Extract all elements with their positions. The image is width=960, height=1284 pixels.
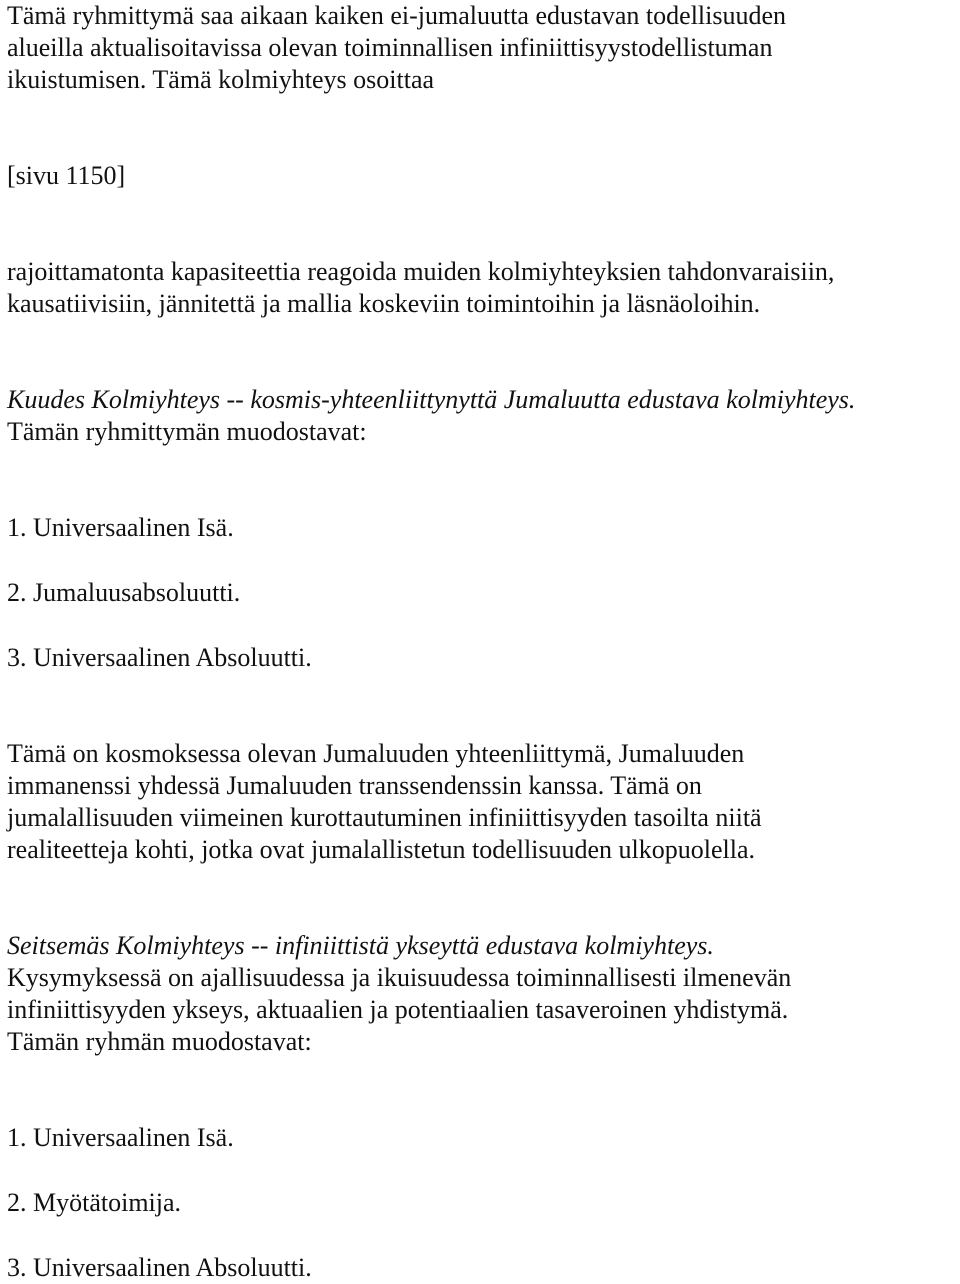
list-item — [7, 642, 957, 674]
list-item-text: 2. Myötätoimija. — [7, 1188, 182, 1217]
list-item-text: 1. Universaalinen Isä. — [7, 513, 234, 542]
text-line: rajoittamatonta kapasiteettia reagoida muiden kolmiyhteyksien tahdonvaraisiin, — [7, 257, 835, 286]
list-item — [7, 1252, 957, 1284]
page-number-label: [sivu 1150] — [7, 161, 126, 190]
list-item — [7, 1187, 957, 1219]
list-item-text: 3. Universaalinen Absoluutti. — [7, 1253, 312, 1282]
list-item-text: 2. Jumaluusabsoluutti. — [7, 578, 241, 607]
text-line: Kysymyksessä on ajallisuudessa ja ikuisuudessa toiminnallisesti ilmenevän — [7, 963, 792, 992]
text-line: Tämä ryhmittymä saa aikaan kaiken ei-jumaluutta edustavan todellisuuden — [7, 1, 787, 30]
section-sixth-trinity — [7, 384, 957, 866]
text-line: ikuistumisen. Tämä kolmiyhteys osoittaa — [7, 65, 435, 94]
section-intro — [7, 384, 957, 448]
text-line: jumalallisuuden viimeinen kurottautuminen infiniittisyyden tasoilta niitä — [7, 803, 762, 832]
paragraph-intro — [7, 0, 957, 96]
text-line: Tämä on kosmoksessa olevan Jumaluuden yhteenliittymä, Jumaluuden — [7, 739, 745, 768]
section-intro — [7, 930, 957, 1058]
section-description — [7, 738, 957, 866]
text-line: realiteetteja kohti, jotka ovat jumalallistetun todellisuuden ulkopuolella. — [7, 835, 756, 864]
list-item — [7, 512, 957, 544]
section-seventh-trinity — [7, 930, 957, 1284]
list-item — [7, 1122, 957, 1154]
list-item-text: 1. Universaalinen Isä. — [7, 1123, 234, 1152]
text-line: immanenssi yhdessä Jumaluuden transsendenssin kanssa. Tämä on — [7, 771, 702, 800]
text-line: Tämän ryhmän muodostavat: — [7, 1027, 312, 1056]
text-line: kausatiivisiin, jännitettä ja mallia koskeviin toimintoihin ja läsnäoloihin. — [7, 289, 761, 318]
text-line: alueilla aktualisoitavissa olevan toiminnallisen infiniittisyystodellistuman — [7, 33, 773, 62]
section-heading: Seitsemäs Kolmiyhteys -- infiniittistä ykseyttä edustava kolmiyhteys. — [7, 931, 714, 960]
list-item-text: 3. Universaalinen Absoluutti. — [7, 643, 312, 672]
list-item — [7, 577, 957, 609]
page-marker — [7, 160, 957, 192]
text-line: infiniittisyyden ykseys, aktuaalien ja potentiaalien tasaveroinen yhdistymä. — [7, 995, 789, 1024]
document-page — [7, 0, 957, 1284]
section-heading: Kuudes Kolmiyhteys -- kosmis-yhteenliittynyttä Jumaluutta edustava kolmiyhteys. — [7, 385, 856, 414]
section-intro-text: Tämän ryhmittymän muodostavat: — [7, 417, 367, 446]
paragraph-continuation — [7, 256, 957, 320]
